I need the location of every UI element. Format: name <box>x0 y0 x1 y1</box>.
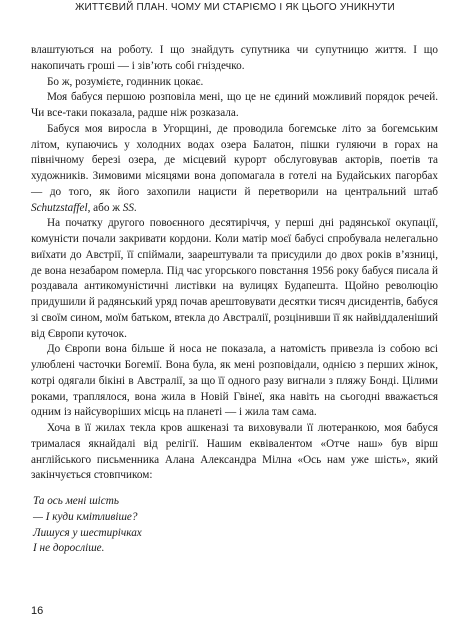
paragraph <box>31 43 438 75</box>
text-run: Хоча в її жилах текла кров ашкеназі та виховували її лютеранкою, моя бабуся трималася якнайдалі від релігії. Нашим еквівалентом «Отче наш» був вірш англійського письменника Алана Александра Мілна «Ось нам уже шість», який закінчується стовпчиком: <box>31 422 438 482</box>
paragraph <box>31 90 438 122</box>
paragraph <box>31 122 438 217</box>
text-run: влаштуються на роботу. І що знайдуть супутника чи супутницю життя. І що накопичать гроші — і зів’ють собі гніздечко. <box>31 44 438 72</box>
text-run: Бабуся моя виросла в Угорщині, де проводила богемське літо за богемським літом, купаючись у холодних водах озера Балатон, пішки гуляючи в горах на північному березі озера, де місцевий курорт обслуговував акторів, поетів та художників. Зимовими місяцями вона допомагала в готелі на Будайських пагорбах — до того, як його захопили нацисти й перетворили на центральний штаб <box>31 122 438 198</box>
italic-term: Schutzstaffel <box>31 201 88 214</box>
paragraph <box>31 342 438 421</box>
poem-line: — І куди кмітливіше? <box>33 510 138 523</box>
text-run: , або ж <box>87 201 123 214</box>
running-header: ЖИТТЄВИЙ ПЛАН. ЧОМУ МИ СТАРІЄМО І ЯК ЦЬОГО УНИКНУТИ <box>75 2 395 13</box>
italic-term: SS <box>122 201 134 214</box>
paragraph <box>31 75 438 91</box>
text-run: Бо ж, розумієте, годинник цокає. <box>47 75 204 88</box>
poem-line: Та ось мені шість <box>33 495 119 507</box>
text-run: На початку другого повоєнного десятиріччя, у перші дні радянської окупації, комуністи почали закривати кордони. Коли матір моєї бабусі спробувала нелегально виїхати до Австрії, її спіймали, заарештували та присудили до двох років в’язниці, де вона незабаром померла. Під час угорського повстання 1956 року бабуся писала й роздавала антикомуністичні листівки на вулицях Будапешта. Щойно революцію придушили й радянський уряд почав арештовувати десятки тисяч дисидентів, бабуся зі своїм сином, моїм батьком, втекла до Австралії, розцінивши її як найвіддаленіший від Європи куточок. <box>31 217 438 340</box>
body-text <box>31 43 438 557</box>
paragraph <box>31 421 438 484</box>
paragraph <box>31 216 438 342</box>
page-number: 16 <box>31 605 44 617</box>
poem-line: Лишуся у шестирічках <box>33 526 142 539</box>
text-run: Моя бабуся першою розповіла мені, що це не єдиний можливий порядок речей. Чи все-таки показала, радше ніж розказала. <box>31 91 438 119</box>
poem-quote <box>33 494 438 557</box>
poem-line: І не доросліше. <box>33 542 105 555</box>
text-run: До Європи вона більше й носа не показала, а натомість привезла із собою всі улюблені часточки Богемії. Вона була, як мені розповідали, однією з перших жінок, котрі одягали бікіні в Австралії, за що її одного разу вигнали з пляжу Бонді. Цілими роками, траплялося, вона жила в Новій Гвінеї, яка навіть на сьогодні вважається одним із найсуворіших місць на планеті — і жила там сама. <box>31 343 438 419</box>
text-run: . <box>133 201 137 214</box>
